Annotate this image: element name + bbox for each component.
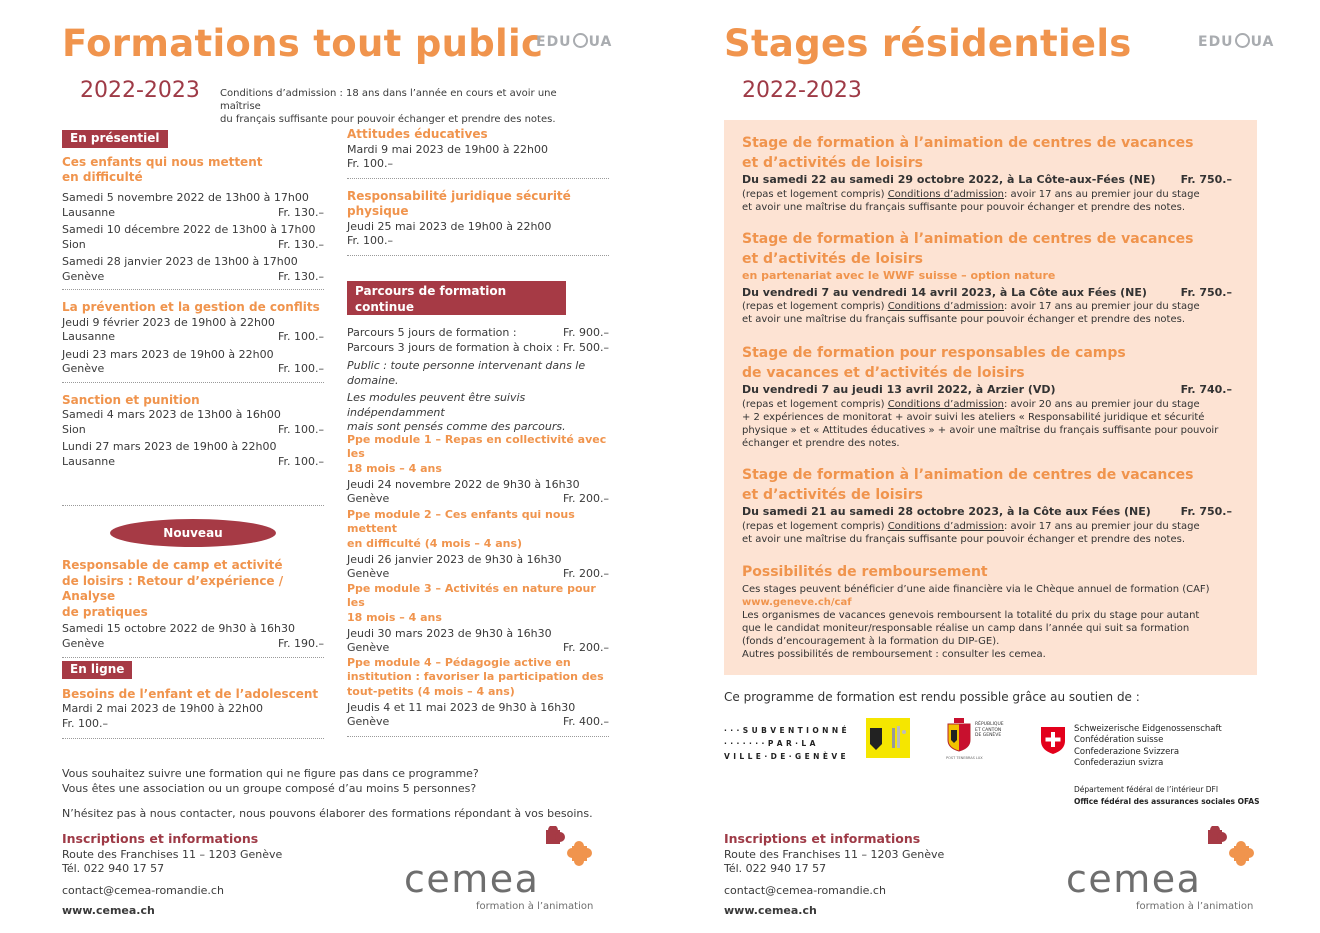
badge-en-ligne: En ligne: [62, 661, 132, 679]
separator: [62, 505, 324, 506]
course-attitudes: Attitudes éducatives Mardi 9 mai 2023 de 19h00 à 22h00 Fr. 100.–: [347, 127, 549, 171]
badge-en-presentiel: En présentiel: [62, 130, 168, 148]
puzzle-pieces-icon: [542, 826, 612, 876]
right-year: 2022-2023: [742, 78, 862, 103]
swiss-cross-shield-icon: [1040, 725, 1066, 755]
remboursement: Possibilités de remboursement Ces stages peuvent bénéficier d’une aide financière via le Chèque annuel de formation (CAF) www.geneve.ch/caf Les organismes de vacances genevois remboursent la totalité du prix du stage pour autant que le candidat moniteur/responsable réalise un camp dans l’année qui suit sa formation (fonds d’encouragement à la formation du DIP-GE). Autres possibilités de remboursement : consulter les cemea.: [742, 563, 1232, 661]
parcours-details: Parcours 5 jours de formation : Fr. 900.– Parcours 3 jours de formation à choix : Fr. 500.– Public : toute personne intervenant dans le domaine. Les modules peuvent être suivis indépendamment mais sont pensés comme des parcours.: [347, 326, 609, 434]
caf-link[interactable]: www.geneve.ch/caf: [742, 596, 852, 608]
cemea-logo-left: cemea formation à l’animation: [404, 826, 604, 916]
separator: [62, 289, 324, 290]
stage-2: Stage de formation à l’animation de centres de vacances et d’activités de loisirs en partenariat avec le WWF suisse – option nature Du vendredi 7 au vendredi 14 avril 2023, à La Côte aux Fées (NE) Fr. 750.– (repas et logement compris) Conditions d’admission: avoir 17 ans au premier jour du stage et avoir une maîtrise du français suffisante pour pouvoir échanger et prendre des notes.: [742, 231, 1232, 326]
course-title: Ces enfants qui nous mettent en difficulté: [62, 154, 263, 185]
soutien-text: Ce programme de formation est rendu possible grâce au soutien de :: [724, 690, 1140, 704]
left-page-title: Formations tout public: [62, 22, 544, 65]
ofas-text: Office fédéral des assurances sociales OFAS: [1074, 797, 1260, 806]
course-sanction: Sanction et punition Samedi 4 mars 2023 de 13h00 à 16h00 Sion Fr. 100.– Lundi 27 mars 2023 de 19h00 à 22h00 Lausanne Fr. 100.–: [62, 392, 324, 468]
cemea-logo-right: cemea formation à l’animation: [1066, 826, 1266, 916]
contact-web[interactable]: www.cemea.ch: [62, 904, 155, 918]
left-year: 2022-2023: [80, 78, 200, 103]
left-column-2: [347, 127, 609, 256]
stage-4: Stage de formation à l’animation de centres de vacances et d’activités de loisirs Du samedi 21 au samedi 28 octobre 2023, à la Côte aux Fées (NE) Fr. 750.– (repas et logement compris) Conditions d’admission: avoir 17 ans au premier jour du stage et avoir une maîtrise du français suffisante pour pouvoir échanger et prendre des notes.: [742, 467, 1232, 545]
module-3: Ppe module 3 – Activités en nature pour les 18 mois – 4 ans Jeudi 30 mars 2023 de 9h30 à 16h30 Genève Fr. 200.–: [347, 582, 609, 655]
geneva-canton-shield-icon: [946, 718, 972, 752]
ville-geneve-logo: [866, 718, 910, 758]
separator: [62, 382, 324, 383]
badge-nouveau: Nouveau: [110, 519, 276, 547]
admission-conditions: Conditions d’admission : 18 ans dans l’année en cours et avoir une maîtrise du français suffisante pour pouvoir échanger et prendre des notes.: [220, 88, 557, 125]
en-ligne-section: En ligne Besoins de l’enfant et de l’adolescent Mardi 2 mai 2023 de 19h00 à 22h00 Fr. 100.–: [62, 661, 324, 739]
course-prevention: La prévention et la gestion de conflits Jeudi 9 février 2023 de 19h00 à 22h00 Lausanne Fr. 100.– Jeudi 23 mars 2023 de 19h00 à 22h00 Genève Fr. 100.–: [62, 300, 324, 376]
module-1: Ppe module 1 – Repas en collectivité avec les 18 mois – 4 ans Jeudi 24 novembre 2022 de 9h30 à 16h30 Genève Fr. 200.–: [347, 433, 609, 506]
module-4: Ppe module 4 – Pédagogie active en institution : favoriser la participation des tout-petits (4 mois – 4 ans) Jeudis 4 et 11 mai 2023 de 9h30 à 16h30 Genève Fr. 400.–: [347, 656, 609, 737]
contact-web[interactable]: www.cemea.ch: [724, 904, 817, 918]
geneva-city-flag-icon: [866, 718, 910, 758]
eduqua-logo-left: EDU UA: [536, 34, 613, 50]
canton-geneve-logo: RÉPUBLIQUE ET CANTON DE GENÈVE POST TENEBRAS LUX: [946, 716, 1006, 762]
module-2: Ppe module 2 – Ces enfants qui nous mettent en difficulté (4 mois – 4 ans) Jeudi 26 janvier 2023 de 9h30 à 16h30 Genève Fr. 200.–: [347, 508, 609, 581]
course-responsable: Responsable de camp et activité de loisirs : Retour d’expérience / Analyse de pratiques Samedi 15 octobre 2022 de 9h30 à 16h30 Genève Fr. 190.–: [62, 558, 324, 658]
left-column-1: [62, 130, 324, 472]
course-responsabilite: Responsabilité juridique sécurité physique Jeudi 25 mai 2023 de 19h00 à 22h00 Fr. 100.–: [347, 188, 571, 248]
stage-1: Stage de formation à l’animation de centres de vacances et d’activités de loisirs Du samedi 22 au samedi 29 octobre 2022, à La Côte-aux-Fées (NE) Fr. 750.– (repas et logement compris) Conditions d’admission: avoir 17 ans au premier jour du stage et avoir une maîtrise du français suffisante pour pouvoir échanger et prendre des notes.: [742, 135, 1232, 213]
eduqua-logo-right: EDU UA: [1198, 34, 1275, 50]
contact-email[interactable]: contact@cemea-romandie.ch: [724, 883, 886, 897]
right-page-title: Stages résidentiels: [724, 22, 1132, 65]
stage-3: Stage de formation pour responsables de camps de vacances et d’activités de loisirs Du vendredi 7 au jeudi 13 avril 2022, à Arzier (VD) Fr. 740.– (repas et logement compris) Conditions d’admission: avoir 20 ans au premier jour du stage + 2 expériences de monitorat + avoir suivi les ateliers « Responsabilité juridique et sécurité physique » et « Attitudes éducatives » + avoir une maîtrise du français suffisante pour pouvoir échanger et prendre des notes.: [742, 345, 1232, 449]
badge-parcours: Parcours de formation continue « Petite-enfance »: [347, 281, 566, 315]
course-enfants: Ces enfants qui nous mettent en difficulté Samedi 5 novembre 2022 de 13h00 à 17h00 Lausanne Fr. 130.– Samedi 10 décembre 2022 de 13h00 à 17h00 Sion Fr. 130.– Samedi 28 janvier 2023 de 13h00 à 17h00 Genève Fr. 130.–: [62, 154, 324, 283]
contact-left: Inscriptions et informations Route des Franchises 11 – 1203 Genève Tél. 022 940 17 57 contact@cemea-romandie.ch www.cemea.ch: [62, 831, 342, 919]
dfi-text: Département fédéral de l’intérieur DFI: [1074, 785, 1219, 794]
contact-right: Inscriptions et informations Route des Franchises 11 – 1203 Genève Tél. 022 940 17 57 contact@cemea-romandie.ch www.cemea.ch: [724, 831, 1004, 919]
contact-email[interactable]: contact@cemea-romandie.ch: [62, 883, 224, 897]
bottom-question: Vous souhaitez suivre une formation qui ne figure pas dans ce programme? Vous êtes une association ou un groupe composé d’au moins 5 personnes? N’hésitez pas à nous contacter, nous pouvons élaborer des formations répondant à vos besoins.: [62, 767, 593, 821]
puzzle-pieces-icon: [1204, 826, 1274, 876]
ville-geneve-text: · · · S U B V E N T I O N N É · · · · · · · P A R · L A V I L L E · D E · G E N È V E: [724, 726, 848, 761]
